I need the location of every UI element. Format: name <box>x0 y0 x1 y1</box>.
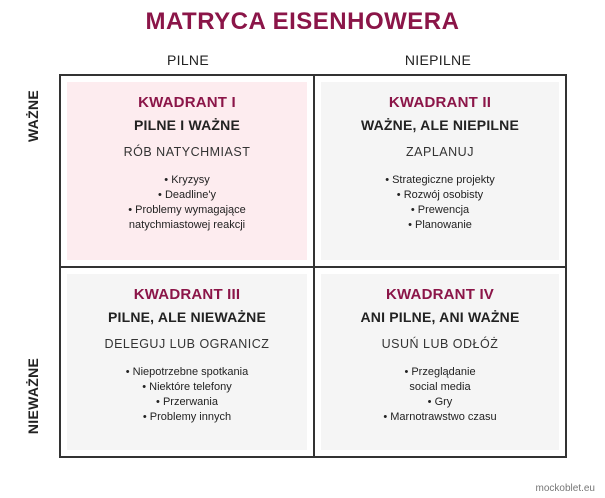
quadrant-4-subtitle: ANI PILNE, ANI WAŻNE <box>360 309 520 325</box>
list-item: • Prewencja <box>410 204 470 216</box>
quadrant-1-title: KWADRANT I <box>138 94 236 111</box>
quadrant-2-action: ZAPLANUJ <box>406 145 474 159</box>
list-item: • Strategiczne projekty <box>385 174 495 186</box>
quadrant-3 <box>61 268 313 456</box>
list-item: • Problemy wymagające <box>128 204 246 216</box>
quadrant-2-title: KWADRANT II <box>388 94 492 111</box>
quadrant-1-list <box>67 173 307 233</box>
quadrant-2-subtitle: WAŻNE, ALE NIEPILNE <box>360 117 520 133</box>
list-item: • Rozwój osobisty <box>396 189 484 201</box>
quadrant-3-action: DELEGUJ LUB OGRANICZ <box>104 337 270 351</box>
quadrant-4-action: USUŃ LUB ODŁÓŻ <box>381 337 499 351</box>
list-item: • Przerwania <box>156 396 218 408</box>
list-item: • Planowanie <box>408 219 472 231</box>
column-header-not-urgent: NIEPILNE <box>404 52 472 68</box>
row-header-important: WAŻNE <box>25 89 41 143</box>
page-title: MATRYCA EISENHOWERA <box>145 8 460 35</box>
quadrant-4 <box>315 268 565 456</box>
quadrant-2 <box>315 76 565 266</box>
list-item: • Marnotrawstwo czasu <box>383 411 497 423</box>
list-item: • Niepotrzebne spotkania <box>125 366 249 378</box>
quadrant-3-subtitle: PILNE, ALE NIEWAŻNE <box>107 309 267 325</box>
watermark: mockoblet.eu <box>535 483 595 494</box>
list-item: • Gry <box>427 396 453 408</box>
quadrant-3-list <box>67 365 307 425</box>
quadrant-1-action: RÓB NATYCHMIAST <box>123 145 251 159</box>
quadrant-4-title: KWADRANT IV <box>385 286 495 303</box>
quadrant-3-title: KWADRANT III <box>133 286 241 303</box>
list-item: social media <box>409 381 471 393</box>
column-header-urgent: PILNE <box>167 52 209 68</box>
list-item: • Przeglądanie <box>404 366 476 378</box>
quadrant-1 <box>61 76 313 266</box>
list-item: • Problemy innych <box>142 411 232 423</box>
eisenhower-matrix <box>59 74 567 458</box>
row-header-not-important: NIEWAŻNE <box>25 357 41 435</box>
quadrant-4-list <box>321 365 559 425</box>
list-item: • Niektóre telefony <box>142 381 232 393</box>
quadrant-1-subtitle: PILNE I WAŻNE <box>133 117 241 133</box>
quadrant-2-list <box>321 173 559 233</box>
list-item: natychmiastowej reakcji <box>128 219 246 231</box>
list-item: • Deadline'y <box>158 189 216 201</box>
list-item: • Kryzysy <box>164 174 210 186</box>
